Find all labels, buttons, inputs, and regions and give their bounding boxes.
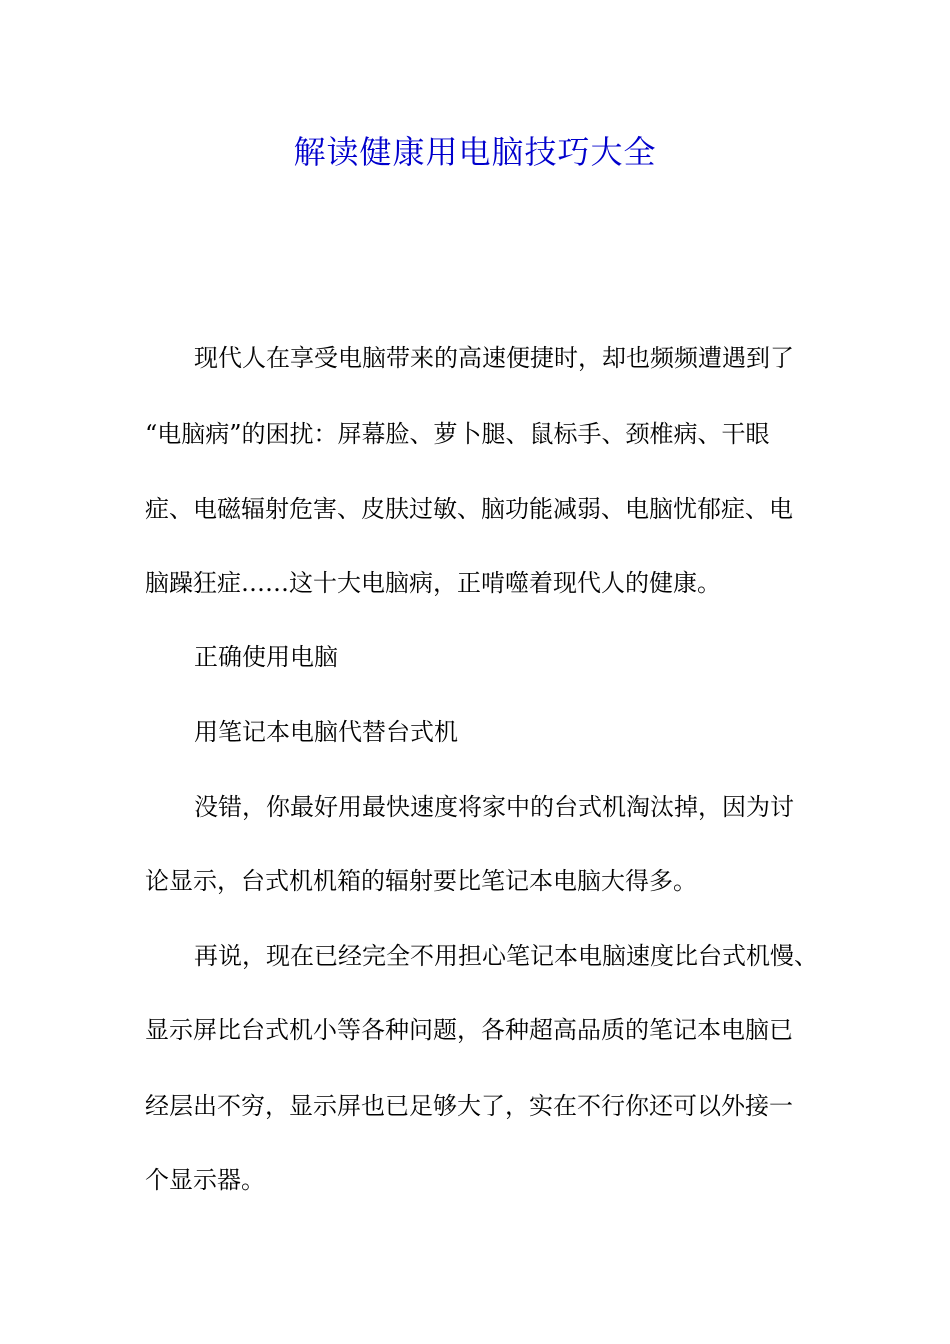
- paragraph-line: 脑躁狂症……这十大电脑病，正啃噬着现代人的健康。: [145, 569, 721, 597]
- paragraph-line: 经层出不穷，显示屏也已足够大了，实在不行你还可以外接一: [145, 1092, 793, 1120]
- document-title: 解读健康用电脑技巧大全: [293, 133, 657, 171]
- paragraph-line: 再说，现在已经完全不用担心笔记本电脑速度比台式机慢、: [194, 942, 818, 970]
- paragraph-line: 显示屏比台式机小等各种问题，各种超高品质的笔记本电脑已: [145, 1016, 793, 1044]
- subsection-heading: 用笔记本电脑代替台式机: [194, 718, 458, 746]
- paragraph-line: 论显示，台式机机箱的辐射要比笔记本电脑大得多。: [145, 867, 697, 895]
- paragraph-line: 没错，你最好用最快速度将家中的台式机淘汰掉，因为讨: [194, 793, 794, 821]
- paragraph-line: 现代人在享受电脑带来的高速便捷时，却也频频遭遇到了: [194, 344, 794, 372]
- paragraph-line: 症、电磁辐射危害、皮肤过敏、脑功能减弱、电脑忧郁症、电: [145, 495, 793, 523]
- section-heading: 正确使用电脑: [194, 643, 338, 671]
- paragraph-line: 个显示器。: [145, 1166, 265, 1194]
- paragraph-line: “电脑病”的困扰：屏幕脸、萝卜腿、鼠标手、颈椎病、干眼: [145, 420, 770, 448]
